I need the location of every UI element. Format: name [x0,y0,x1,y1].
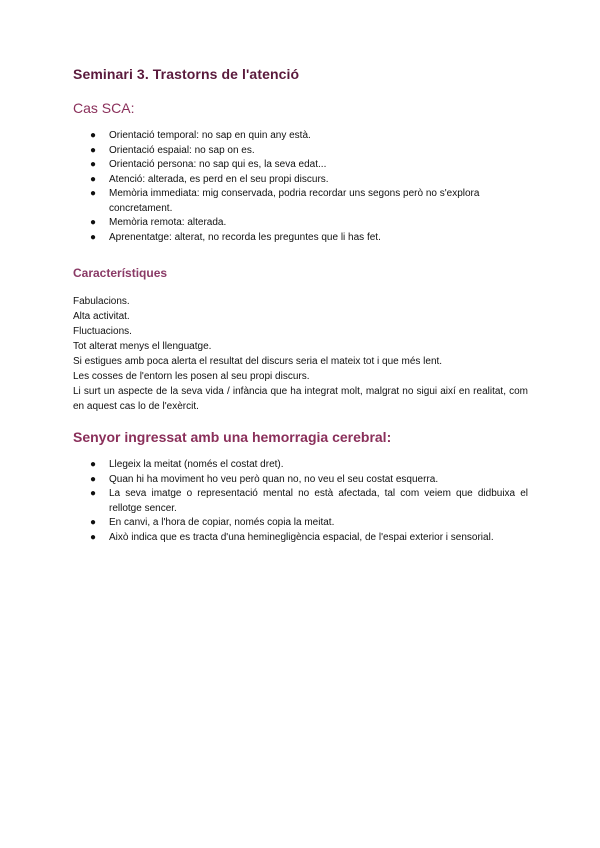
section-heading-caracteristiques: Característiques [73,266,168,280]
bullet-icon: ● [90,473,97,485]
list-item [73,487,528,516]
bullet-icon: ● [90,488,97,499]
list-item [73,458,528,473]
bullet-icon: ● [90,159,97,170]
bullet-icon: ● [90,531,97,543]
list-item-text: Quan hi ha moviment ho veu però quan no, no veu el seu costat esquerra. [109,473,439,485]
list-item-text: Memòria immediata: mig conservada, podria recordar uns segons però no s'explora concretament. [109,188,480,214]
list-item-text: Memòria remota: alterada. [109,217,227,228]
list-item [73,187,528,216]
bullet-icon: ● [90,144,97,156]
list-item [73,144,528,159]
list-item-text: Orientació espaial: no sap on es. [109,144,255,156]
list-item-text: Això indica que es tracta d'una heminegligència espacial, de l'espai exterior i sensorial. [109,531,494,543]
cas-sca-list [73,129,528,245]
bullet-icon: ● [90,459,97,470]
list-item-text: Aprenentatge: alterat, no recorda les preguntes que li has fet. [109,231,381,243]
list-item [73,129,528,144]
list-item [73,158,528,173]
paragraph-line: Fluctuacions. [73,326,132,337]
paragraph-line: Alta activitat. [73,311,130,322]
bullet-icon: ● [90,173,97,185]
paragraph-line: Fabulacions. [73,296,130,307]
list-item-text: Atenció: alterada, es perd en el seu propi discurs. [109,173,329,185]
paragraph-line: Les cosses de l'entorn les posen al seu propi discurs. [73,371,310,382]
list-item [73,531,528,546]
list-item-text: Orientació persona: no sap qui es, la seva edat... [109,159,327,170]
list-item [73,173,528,188]
list-item [73,516,528,531]
document-title: Seminari 3. Trastorns de l'atenció [73,66,300,82]
list-item-text: En canvi, a l'hora de copiar, només copia la meitat. [109,517,335,528]
list-item [73,473,528,488]
bullet-icon: ● [90,217,97,228]
list-item-text: Orientació temporal: no sap en quin any està. [109,130,311,141]
list-item [73,216,528,231]
list-item-text: Llegeix la meitat (només el costat dret). [109,459,284,470]
document-content [73,66,528,545]
paragraph-line: Li surt un aspecte de la seva vida / infància que ha integrat molt, malgrat no sigui així en realitat, com en aquest cas lo de l'exèrcit. [73,386,528,412]
bullet-icon: ● [90,517,97,528]
caracteristiques-text [73,294,528,414]
section-heading-cas-sca: Cas SCA: [73,100,135,116]
paragraph-line: Si estigues amb poca alerta el resultat del discurs seria el mateix tot i que més lent. [73,356,443,367]
section-heading-senyor: Senyor ingressat amb una hemorragia cerebral: [73,429,392,445]
bullet-icon: ● [90,231,97,243]
bullet-icon: ● [90,188,97,199]
list-item [73,231,528,246]
senyor-list [73,458,528,545]
paragraph-line: Tot alterat menys el llenguatge. [73,341,212,352]
list-item-text: La seva imatge o representació mental no està afectada, tal com veiem que didbuixa el rellotge sencer. [109,488,528,514]
bullet-icon: ● [90,130,97,141]
